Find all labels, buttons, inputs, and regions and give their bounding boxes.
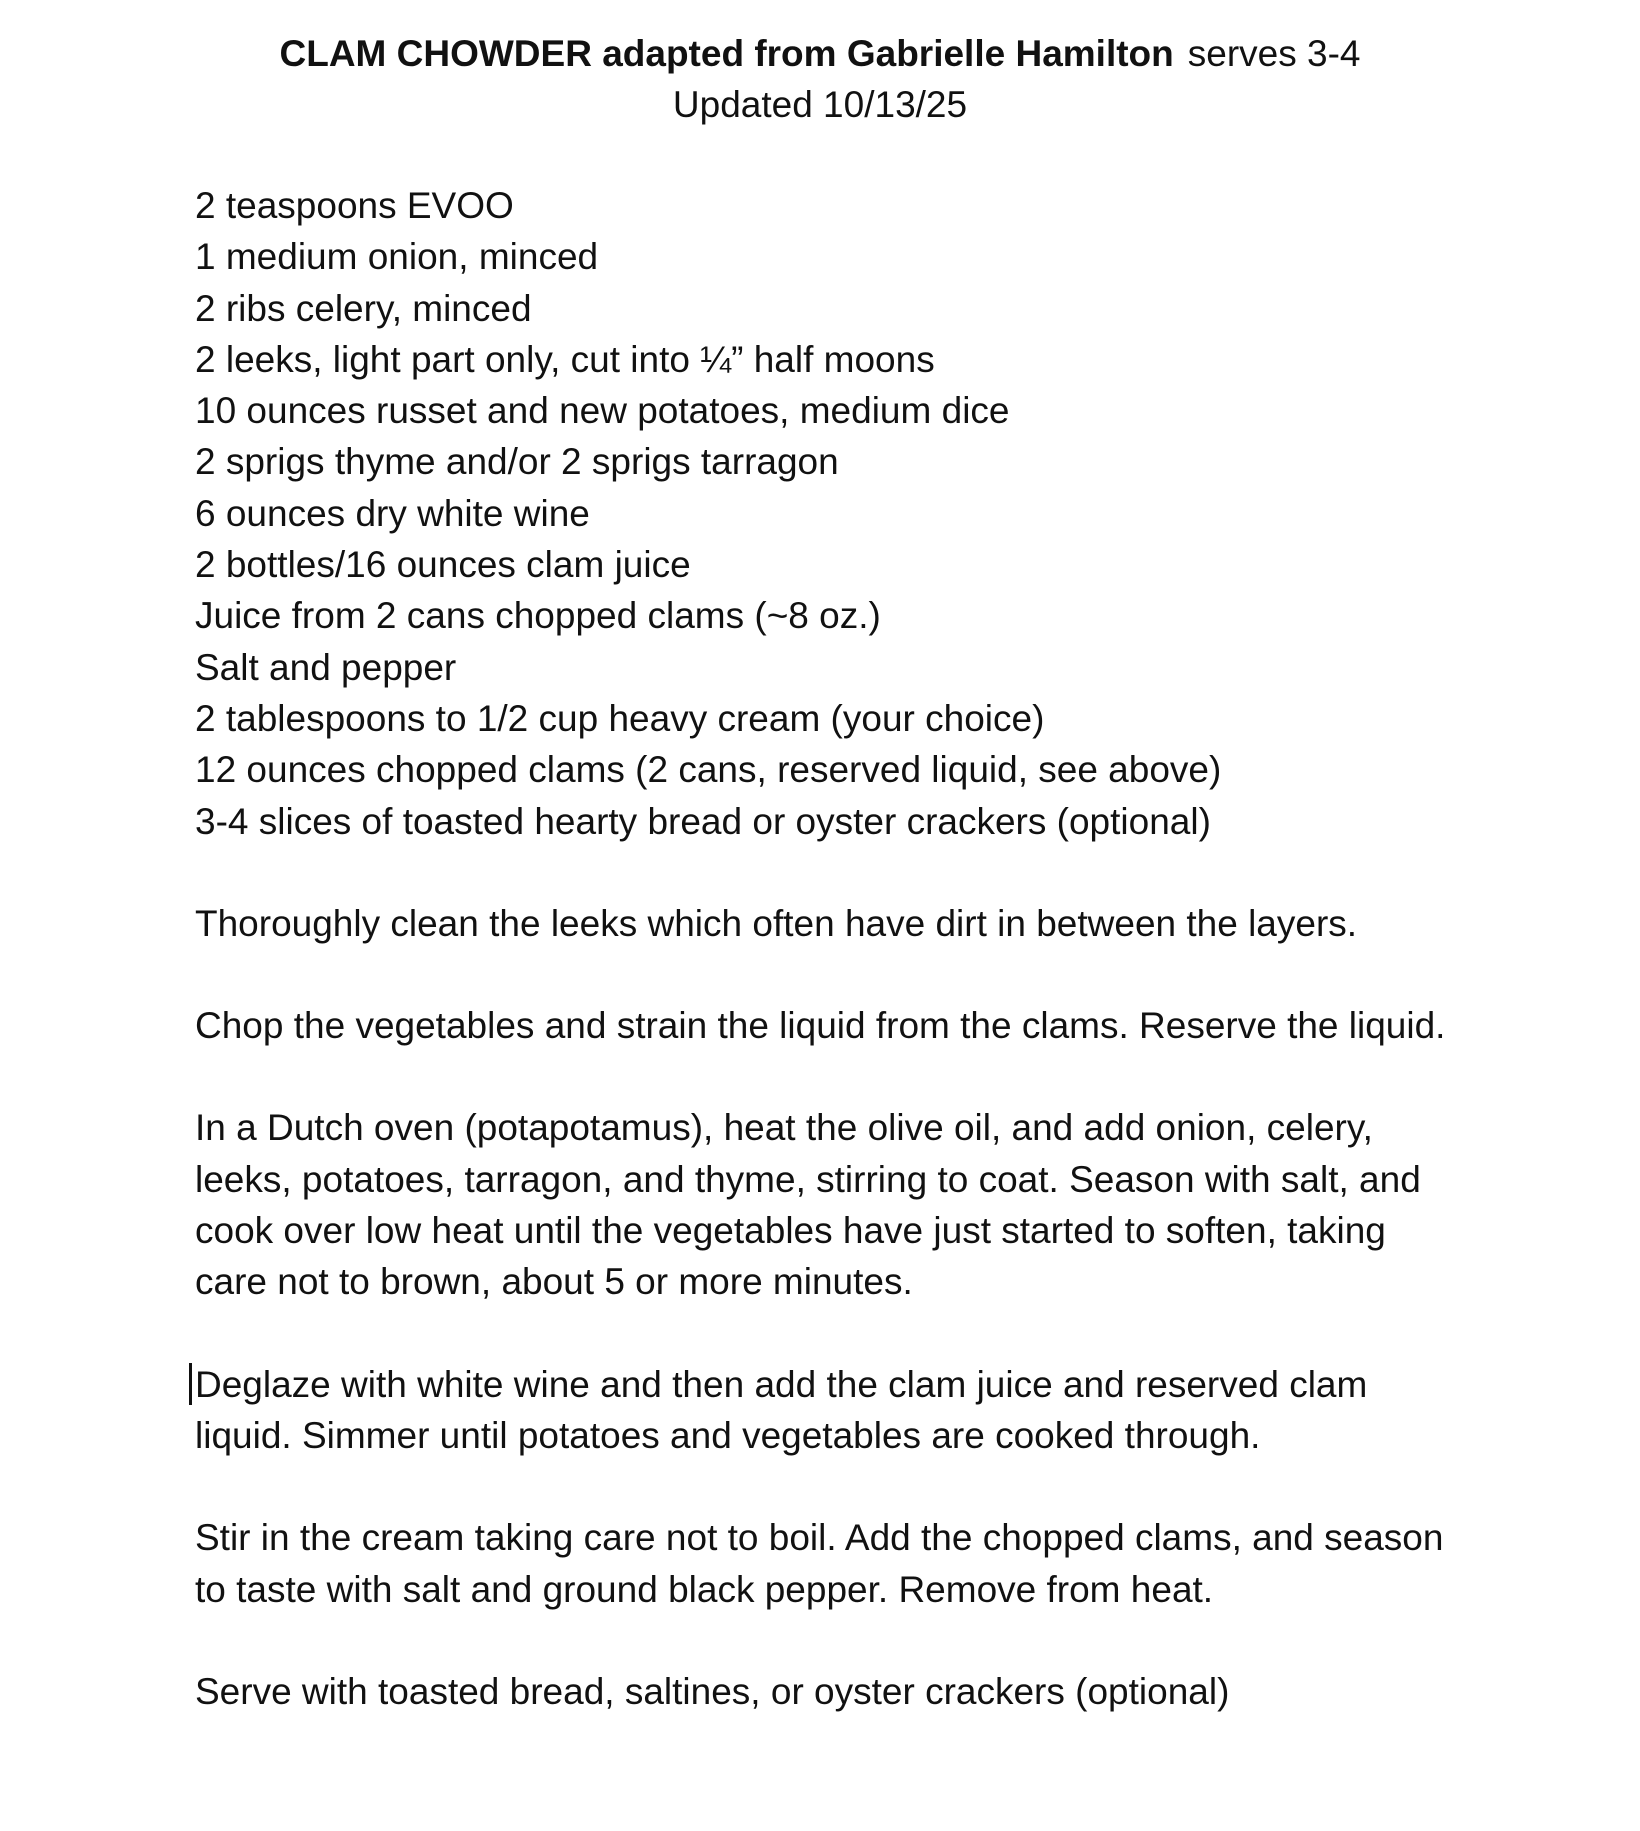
instruction-step: Thoroughly clean the leeks which often have dirt in between the layers. — [195, 902, 1358, 944]
updated-date: Updated 10/13/25 — [672, 84, 968, 125]
instruction-step: Serve with toasted bread, saltines, or oyster crackers (optional) — [195, 1670, 1230, 1712]
ingredient-item: 1 medium onion, minced — [195, 236, 599, 278]
instruction-steps — [195, 898, 1465, 1717]
instruction-step-text: Deglaze with white wine and then add the clam juice and reserved clam liquid. Simmer until potatoes and vegetables are cooked through. — [195, 1363, 1368, 1456]
recipe-header — [0, 28, 1640, 130]
ingredient-item: 3-4 slices of toasted hearty bread or oyster crackers (optional) — [195, 800, 1211, 842]
ingredient-item: 2 sprigs thyme and/or 2 sprigs tarragon — [195, 441, 839, 483]
text-cursor — [189, 1363, 192, 1405]
instruction-step-with-cursor — [195, 1359, 1465, 1462]
ingredient-item: 2 leeks, light part only, cut into ¼” half moons — [195, 338, 935, 380]
recipe-title: CLAM CHOWDER adapted from Gabrielle Hamilton — [279, 33, 1174, 74]
ingredient-item: Juice from 2 cans chopped clams (~8 oz.) — [195, 595, 881, 637]
ingredient-item: Salt and pepper — [195, 646, 457, 688]
ingredient-list — [195, 180, 1465, 847]
ingredient-item: 2 bottles/16 ounces clam juice — [195, 544, 691, 586]
instruction-step: Chop the vegetables and strain the liquid from the clams. Reserve the liquid. — [195, 1005, 1446, 1047]
serves-label: serves 3-4 — [1187, 33, 1361, 74]
ingredient-item: 2 ribs celery, minced — [195, 287, 532, 329]
instruction-step: Stir in the cream taking care not to boil. Add the chopped clams, and season to taste with salt and ground black pepper. Remove from heat. — [195, 1517, 1444, 1610]
ingredient-item: 12 ounces chopped clams (2 cans, reserved liquid, see above) — [195, 749, 1222, 791]
instruction-step: In a Dutch oven (potapotamus), heat the olive oil, and add onion, celery, leeks, potatoes, tarragon, and thyme, stirring to coat. Season with salt, and cook over low heat until the vegetables have just started to soften, taking care not to brown, about 5 or more minutes. — [195, 1107, 1421, 1303]
ingredient-item: 10 ounces russet and new potatoes, medium dice — [195, 390, 1010, 432]
title-line — [0, 28, 1640, 79]
ingredient-item: 6 ounces dry white wine — [195, 492, 590, 534]
ingredient-item: 2 tablespoons to 1/2 cup heavy cream (your choice) — [195, 697, 1045, 739]
ingredient-item: 2 teaspoons EVOO — [195, 185, 514, 226]
recipe-body[interactable] — [195, 180, 1465, 1717]
